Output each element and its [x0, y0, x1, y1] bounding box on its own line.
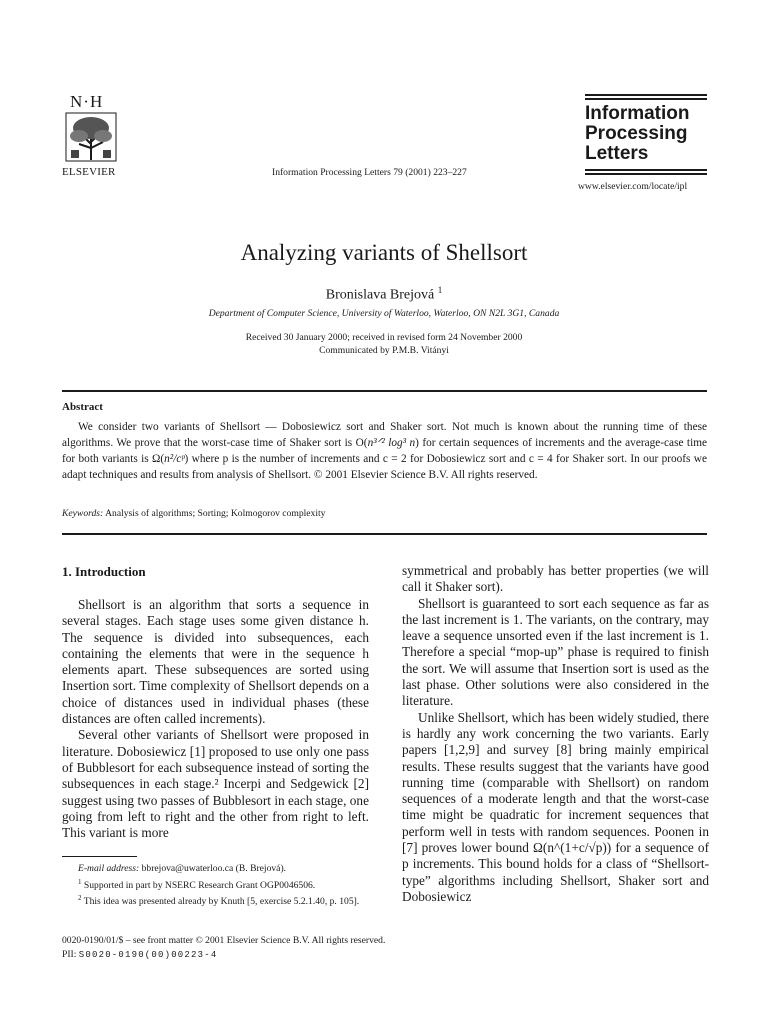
footnote-mark: 2 — [78, 894, 82, 903]
footnote-email — [62, 862, 369, 876]
publisher-logo-text: N·H — [70, 92, 104, 111]
abstract-bottom-rule — [62, 533, 707, 535]
journal-title-line: Processing — [585, 123, 688, 144]
footnote-text: Supported in part by NSERC Research Grant OGP0046506. — [83, 879, 316, 891]
elsevier-tree-logo-icon — [65, 112, 117, 162]
left-column — [62, 597, 369, 841]
body-paragraph: Shellsort is guaranteed to sort each sequence as far as the last increment is 1. The variants, on the contrary, may leave a sequence unsorted even if the last increment is 1. Therefore a special “mop-up” phase is required to finish the sort. We will assume that Insertion sort is used as the last phase. Other solutions were also considered in the literature. — [402, 595, 709, 709]
affiliation: Department of Computer Science, University of Waterloo, Waterloo, ON N2L 3G1, Canada — [208, 308, 560, 319]
journal-reference: Information Processing Letters 79 (2001) 223–227 — [272, 167, 467, 178]
footnote-mark: 1 — [78, 877, 82, 886]
author-line — [0, 285, 768, 304]
abstract-text-part: ) where p is the number of increments and c = 2 for Dobosiewicz sort and c = 4 for Shaker sort. In our proofs we adapt techniques and results from analysis of Shellsort. © 2001 Elsevier Science B.V. All rights reserved. — [62, 453, 707, 481]
footnote-text: This idea was presented already by Knuth [5, exercise 5.2.1.40, p. 105]. — [83, 896, 360, 908]
received-dates: Received 30 January 2000; received in revised form 24 November 2000 — [245, 332, 523, 343]
pii-label: PII: — [62, 948, 77, 960]
journal-title-rule-top-2 — [585, 98, 707, 100]
footnote-1 — [62, 876, 369, 893]
abstract-heading: Abstract — [62, 401, 103, 413]
footnote-2 — [62, 892, 369, 909]
journal-title-line: Information — [585, 103, 690, 124]
abstract-top-rule — [62, 390, 707, 392]
journal-title-rule-top — [585, 94, 707, 96]
paper-title: Analyzing variants of Shellsort — [240, 240, 528, 265]
pii-value: S0020-0190(00)00223-4 — [78, 949, 218, 960]
abstract-text-part: We consider two variants of Shellsort — Dobosiewicz sort and Shaker sort. Not much is known about the running time of these algorithms. We prove that the worst-case time of Shaker sort is O( — [62, 421, 707, 449]
journal-title-rule-bottom-2 — [585, 173, 707, 175]
copyright-line: 0020-0190/01/$ – see front matter © 2001 Elsevier Science B.V. All rights reserved. — [62, 935, 386, 946]
footnote-rule — [62, 856, 137, 857]
body-paragraph: Shellsort is an algorithm that sorts a sequence in several stages. Each stage uses some given distance h. The sequence is divided into subsequences, each containing the elements that were in the sequence h elements apart. These subsequences are sorted using Insertion sort. Time complexity of Shellsort depends on a choice of distances used in individual phases (these distances are often called increments). — [62, 597, 369, 727]
communicated-by: Communicated by P.M.B. Vitányi — [319, 345, 449, 356]
pii-line — [62, 948, 385, 963]
journal-title-line: Letters — [585, 143, 649, 164]
abstract-text — [62, 419, 707, 483]
journal-url-link[interactable]: www.elsevier.com/locate/ipl — [578, 181, 688, 192]
body-paragraph: Several other variants of Shellsort were proposed in literature. Dobosiewicz [1] proposed to use only one pass of Bubblesort for each subsequence instead of sorting the subsequences in each stage.² Incerpi and Sedgewick [2] suggest using two passes of Bubblesort in each stage, one going from left to right and the other from right to left. This variant is more — [62, 727, 369, 841]
abstract-math-worst-case: n³ᐟ² log³ n — [367, 437, 416, 449]
author-footnote-mark: 1 — [437, 285, 443, 295]
abstract-math-average-case: n²/cᵖ — [164, 453, 185, 465]
keywords-value: Analysis of algorithms; Sorting; Kolmogorov complexity — [105, 508, 326, 519]
keywords-label: Keywords: — [62, 508, 104, 519]
body-paragraph-continuation: symmetrical and probably has better properties (we will call it Shaker sort). — [402, 563, 709, 595]
body-paragraph: Unlike Shellsort, which has been widely studied, there is hardly any work concerning the two variants. Early papers [1,2,9] and survey [8] bring mainly empirical results. These results suggest that the variants have good running time (comparable with Shellsort) on random sequences of a moderate length and that the worst-case time might be quadratic for increment sequences that perform well in tests with random sequences. Poonen in [7] proves lower bound Ω(n^(1+c/√p)) for a sequence of p increments. This bound holds for a class of “Shellsort-type” algorithms including Shellsort, Shaker sort and Dobosiewicz — [402, 709, 709, 904]
footnotes — [62, 862, 369, 909]
email-label: E-mail address: — [78, 863, 140, 874]
journal-title — [585, 104, 690, 164]
email-link[interactable]: bbrejova@uwaterloo.ca (B. Brejová). — [141, 863, 287, 874]
keywords-line — [62, 508, 325, 519]
section-heading: 1. Introduction — [62, 564, 146, 579]
abstract-text-part: ) for certain sequences of increments and the average-case time for both variants is Ω( — [62, 437, 708, 465]
journal-title-rule-bottom — [585, 169, 707, 171]
author-name: Bronislava Brejová — [325, 287, 435, 303]
publisher-name: ELSEVIER — [62, 166, 116, 178]
right-column — [402, 563, 709, 905]
copyright-block — [62, 934, 385, 962]
